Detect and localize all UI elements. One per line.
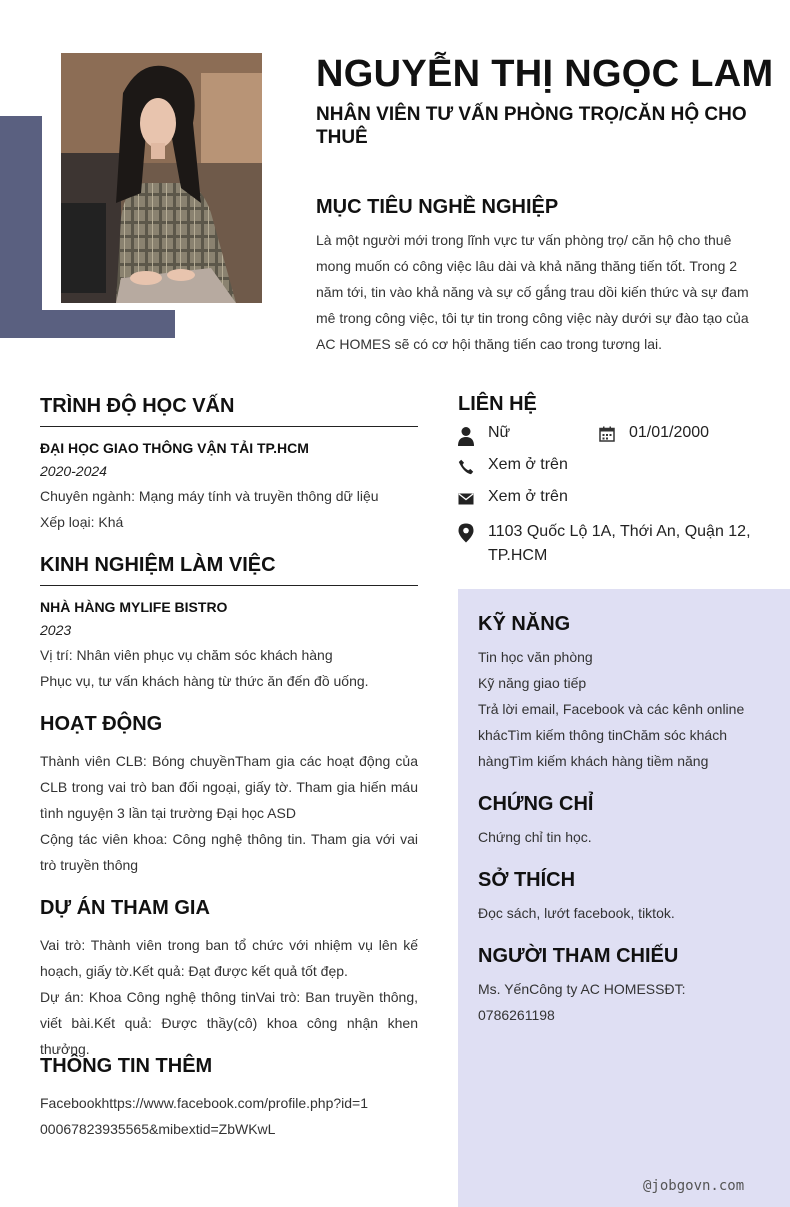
extra-info-text: Facebookhttps://www.facebook.com/profile.php?id=100067823935565&mibextid=ZbWKwL	[40, 1095, 369, 1137]
education-heading: TRÌNH ĐỘ HỌC VẤN	[40, 395, 235, 417]
experience-heading: KINH NGHIỆM LÀM VIỆC	[40, 554, 276, 576]
objective-text: Là một người mới trong lĩnh vực tư vấn phòng trọ/ căn hộ cho thuê mong muốn có công việc lâu dài và khả năng thăng tiến tốt. Trong 2 năm tới, tin vào khả năng và sự cố gắng trau dồi kiến thức và sự đam mê trong công việc, tôi tự tin trong công việc này dưới sự đào tạo của AC HOMES sẽ có cơ hội thăng tiến cao trong tương lai.	[316, 232, 749, 352]
activity-item: Thành viên CLB: Bóng chuyềnTham gia các hoạt động của CLB trong vai trò ban đối ngoại, giấy tờ. Tham gia hiến máu tình nguyện 3 lần tại trường Đại học ASD	[40, 753, 418, 821]
experience-position: Vị trí: Nhân viên phục vụ chăm sóc khách hàng	[40, 647, 333, 663]
job-title: NHÂN VIÊN TƯ VẤN PHÒNG TRỌ/CĂN HỘ CHO THUÊ	[316, 104, 747, 148]
contact-birthday-value: 01/01/2000	[629, 424, 710, 441]
decorative-bar-horizontal	[0, 310, 175, 338]
objective-heading: MỤC TIÊU NGHỀ NGHIỆP	[316, 196, 559, 218]
certificates-heading: CHỨNG CHỈ	[478, 793, 594, 815]
experience-period: 2023	[40, 622, 72, 638]
skill-item: Trả lời email, Facebook và các kênh online khácTìm kiếm thông tinChăm sóc khách hàngTìm kiếm khách hàng tiềm năng	[478, 701, 745, 769]
references-heading: NGƯỜI THAM CHIẾU	[478, 945, 679, 967]
profile-photo	[61, 53, 262, 303]
education-school: ĐẠI HỌC GIAO THÔNG VẬN TẢI TP.HCM	[40, 440, 309, 456]
activities-heading: HOẠT ĐỘNG	[40, 713, 163, 735]
contact-gender	[458, 424, 588, 446]
experience-divider	[40, 585, 418, 586]
hobbies-heading: SỞ THÍCH	[478, 869, 576, 891]
contact-phone-value: Xem ở trên	[488, 456, 568, 473]
skills-heading: KỸ NĂNG	[478, 613, 571, 635]
decorative-bar-vertical	[0, 116, 42, 338]
watermark: @jobgovn.com	[643, 1178, 745, 1194]
location-pin-icon	[458, 523, 474, 543]
skill-item: Kỹ năng giao tiếp	[478, 675, 587, 691]
contact-email	[458, 488, 758, 506]
extra-info-heading: THÔNG TIN THÊM	[40, 1055, 213, 1077]
contact-address-value: 1103 Quốc Lộ 1A, Thới An, Quận 12, TP.HCM	[488, 523, 751, 564]
education-major: Chuyên ngành: Mạng máy tính và truyền thông dữ liệu	[40, 488, 379, 504]
experience-company: NHÀ HÀNG MYLIFE BISTRO	[40, 599, 228, 615]
envelope-icon	[458, 492, 474, 506]
contact-heading: LIÊN HỆ	[458, 393, 537, 415]
candidate-name: NGUYỄN THỊ NGỌC LAM	[316, 53, 774, 95]
experience-description: Phục vụ, tư vấn khách hàng từ thức ăn đến đồ uống.	[40, 673, 369, 689]
activity-item: Cộng tác viên khoa: Công nghệ thông tin. Tham gia với vai trò truyền thông	[40, 831, 418, 873]
contact-address	[458, 520, 758, 568]
contact-birthday	[599, 424, 779, 442]
phone-icon	[458, 459, 474, 475]
profile-photo-illustration	[61, 53, 262, 303]
contact-email-value: Xem ở trên	[488, 488, 568, 505]
references-text: Ms. YếnCông ty AC HOMESSĐT: 0786261198	[478, 981, 686, 1023]
education-period: 2020-2024	[40, 463, 107, 479]
certificates-text: Chứng chỉ tin học.	[478, 829, 592, 845]
person-icon	[458, 426, 474, 446]
projects-heading: DỰ ÁN THAM GIA	[40, 897, 210, 919]
contact-phone	[458, 456, 758, 475]
education-divider	[40, 426, 418, 427]
hobbies-text: Đọc sách, lướt facebook, tiktok.	[478, 905, 675, 921]
calendar-icon	[599, 426, 615, 442]
contact-gender-value: Nữ	[488, 424, 511, 441]
education-grade: Xếp loại: Khá	[40, 514, 124, 530]
project-item: Vai trò: Thành viên trong ban tổ chức với nhiệm vụ lên kế hoạch, giấy tờ.Kết quả: Đạt được kết quả tốt đẹp.	[40, 937, 418, 979]
project-item: Dự án: Khoa Công nghệ thông tinVai trò: Ban truyền thông, viết bài.Kết quả: Được thầy(cô) khoa công nhận khen thưởng.	[40, 989, 418, 1057]
skill-item: Tin học văn phòng	[478, 649, 593, 665]
